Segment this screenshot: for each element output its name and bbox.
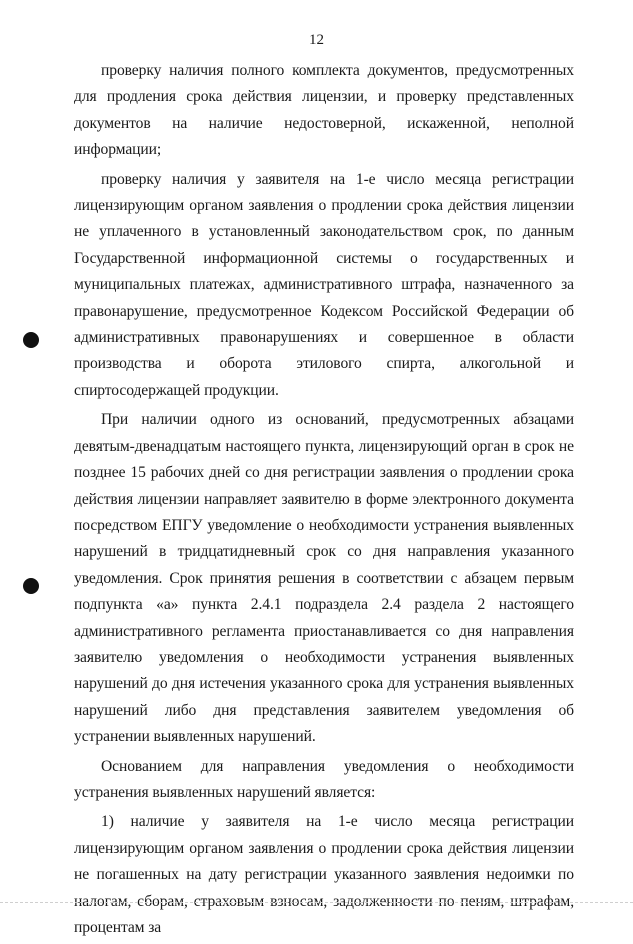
hole-punch-mark-top <box>23 332 39 348</box>
paragraph-4: Основанием для направления уведомления о необходимости устранения выявленных нарушений является: <box>74 757 574 801</box>
paragraph-1: проверку наличия полного комплекта документов, предусмотренных для продления срока действия лицензии, и проверку представленных документов на наличие недостоверной, искаженной, неполной информации; <box>74 62 574 159</box>
paragraph-2: проверку наличия у заявителя на 1-е число месяца регистрации лицензирующим органом заявления о продлении срока действия лицензии не уплаченного в установленный законодательством срок, по данным Государственной информационной системы о государственных и муниципальных платежах, административного штрафа, назначенного за правонарушение, предусмотренное Кодексом Российской Федерации об административных правонарушениях и совершенное в области производства и оборота этилового спирта, алкогольной и спиртосодержащей продукции. <box>74 170 574 399</box>
page-number: 12 <box>309 32 324 48</box>
hole-punch-mark-bottom <box>23 578 39 594</box>
document-body <box>74 58 574 944</box>
paragraph-3: При наличии одного из оснований, предусмотренных абзацами девятым-двенадцатым настоящего пункта, лицензирующий орган в срок не позднее 15 рабочих дней со дня регистрации заявления о продлении срока действия лицензии направляет заявителю в форме электронного документа посредством ЕПГУ уведомление о необходимости устранения выявленных нарушений в тридцатидневный срок со дня направления указанного уведомления. Срок принятия решения в соответствии с абзацем первым подпункта «а» пункта 2.4.1 подраздела 2.4 раздела 2 настоящего административного регламента приостанавливается со дня направления заявителю уведомления о необходимости устранения выявленных нарушений до дня истечения указанного срока для устранения выявленных нарушений либо дня представления заявителем уведомления об устранении выявленных нарушений. <box>74 411 574 746</box>
scan-edge-line <box>0 902 633 904</box>
paragraph-5: 1) наличие у заявителя на 1-е число месяца регистрации лицензирующим органом заявления о продлении срока действия лицензии не погашенных на дату регистрации указанного заявления недоимки по налогам, сборам, страховым взносам, задолженности по пеням, штрафам, процентам за <box>74 813 574 936</box>
